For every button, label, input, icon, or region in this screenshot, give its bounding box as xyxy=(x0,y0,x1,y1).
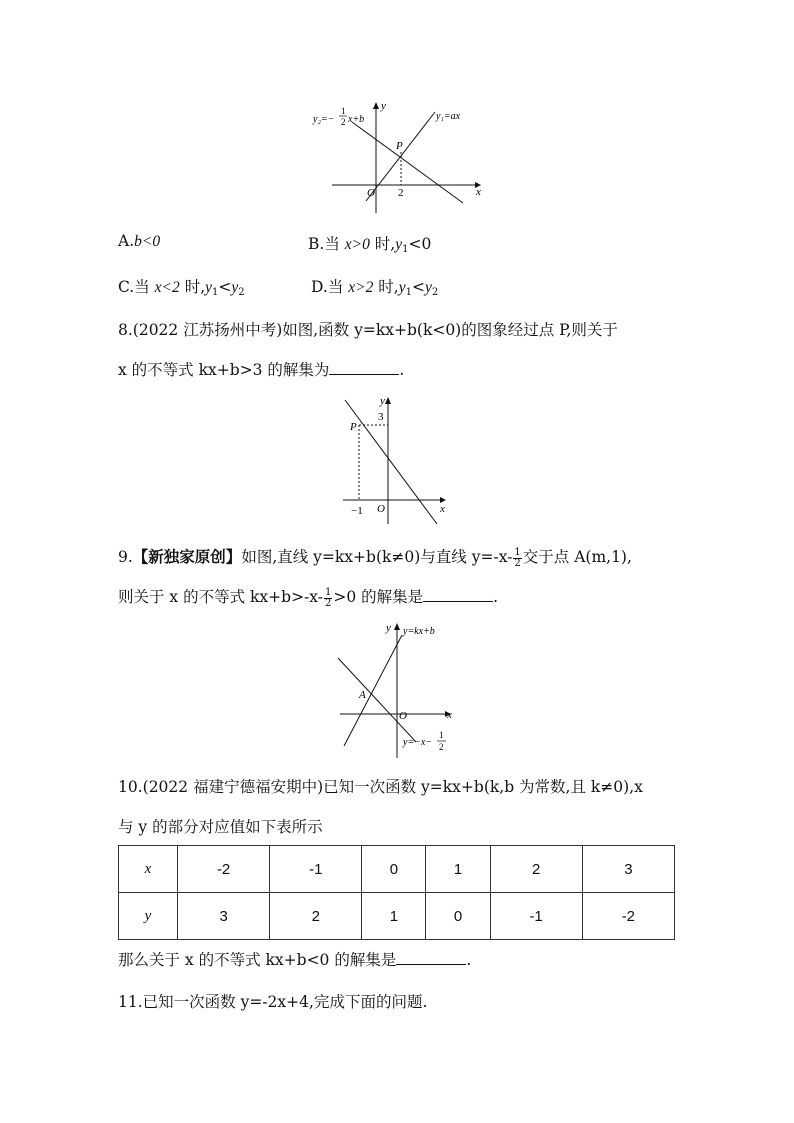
graph-q9 xyxy=(330,618,460,763)
q10-line2: 与 y 的部分对应值如下表所示 xyxy=(118,818,323,836)
option-b[interactable]: B.当 x>0 时$,y_1<0$ xyxy=(308,235,432,255)
table-cell: -2 xyxy=(178,846,270,893)
line1-label: y=kx+b xyxy=(403,626,435,637)
table-cell: 2 xyxy=(490,846,582,893)
tick-2: 2 xyxy=(398,187,404,199)
graph-q7 xyxy=(300,95,500,220)
answer-blank-q10[interactable] xyxy=(396,950,466,965)
option-c[interactable]: C.当 x<2 时$,y_1<y_2$ xyxy=(118,278,245,298)
q10-line3: 那么关于 x 的不等式 kx+b<0 的解集是 . xyxy=(118,951,472,969)
x-axis-label: x xyxy=(440,503,445,515)
q9-line1: 9.【新独家原创】如图,直线 y=kx+b(k≠0)与直线 y=-x- $\frac{1}{2}$ 交于点 A(m,1), xyxy=(118,546,632,569)
q10-line1: 10.(2022 福建宁德福安期中)已知一次函数 y=kx+b(k,b 为常数,且 k≠0),x xyxy=(118,778,643,796)
point-p: P xyxy=(396,140,403,152)
table-header-x: x xyxy=(119,846,178,893)
line-kx-b xyxy=(344,635,402,746)
origin: O xyxy=(367,187,375,199)
x-axis-label: x xyxy=(476,186,481,198)
graph-q8 xyxy=(335,392,455,527)
answer-blank-q9[interactable] xyxy=(423,587,493,602)
point-p: P xyxy=(350,421,357,433)
x-axis-label: x xyxy=(447,709,452,721)
q7-options-row2 xyxy=(118,275,439,298)
y2-frac-num: 1 xyxy=(341,106,346,116)
line2-label: y=−x− xyxy=(403,737,433,748)
table-header-y: y xyxy=(119,893,178,940)
values-table xyxy=(118,845,675,940)
table-cell: -1 xyxy=(490,893,582,940)
point-a: A xyxy=(359,689,366,701)
table-cell: 2 xyxy=(270,893,362,940)
y-axis-label: y xyxy=(380,395,385,407)
table-cell: 0 xyxy=(362,846,426,893)
answer-blank-q8[interactable] xyxy=(329,360,399,375)
option-a[interactable]: A.b<0 xyxy=(118,232,161,250)
tick-3: 3 xyxy=(378,411,384,423)
table-cell: -1 xyxy=(270,846,362,893)
y2-tail: x+b xyxy=(348,114,365,125)
table-row-y xyxy=(119,893,675,940)
option-d[interactable]: D.当 x>2 时$,y_1<y_2$ xyxy=(311,278,439,298)
y-axis-label: y xyxy=(386,622,391,634)
q8-line2: x 的不等式 kx+b>3 的解集为 . xyxy=(118,361,405,379)
tick-minus1: −1 xyxy=(351,505,363,517)
y1-label: y₁=ax xyxy=(436,111,461,122)
table-cell: 1 xyxy=(362,893,426,940)
origin: O xyxy=(377,503,385,515)
table-cell: 3 xyxy=(582,846,674,893)
table-cell: 1 xyxy=(426,846,490,893)
line2-frac-num: 1 xyxy=(439,730,444,740)
origin: O xyxy=(399,710,407,722)
y2-label: y₂=− xyxy=(313,114,335,125)
y2-frac-den: 2 xyxy=(341,117,346,127)
y-axis-arrow xyxy=(373,102,379,109)
table-cell: -2 xyxy=(582,893,674,940)
y-axis-label: y xyxy=(381,100,386,112)
line-neg-x xyxy=(338,658,416,742)
table-cell: 0 xyxy=(426,893,490,940)
line2-frac-den: 2 xyxy=(439,742,444,752)
q7-options-row1 xyxy=(118,232,432,255)
table-row-x xyxy=(119,846,675,893)
table-cell: 3 xyxy=(178,893,270,940)
q11-line1: 11.已知一次函数 y=-2x+4,完成下面的问题. xyxy=(118,993,428,1011)
q9-line2: 则关于 x 的不等式 kx+b>-x- $\frac{1}{2}$ >0 的解集是 . xyxy=(118,586,499,609)
q8-line1: 8.(2022 江苏扬州中考)如图,函数 y=kx+b(k<0)的图象经过点 P,则关于 xyxy=(118,321,618,339)
tag-original: 【新独家原创】 xyxy=(132,548,242,566)
